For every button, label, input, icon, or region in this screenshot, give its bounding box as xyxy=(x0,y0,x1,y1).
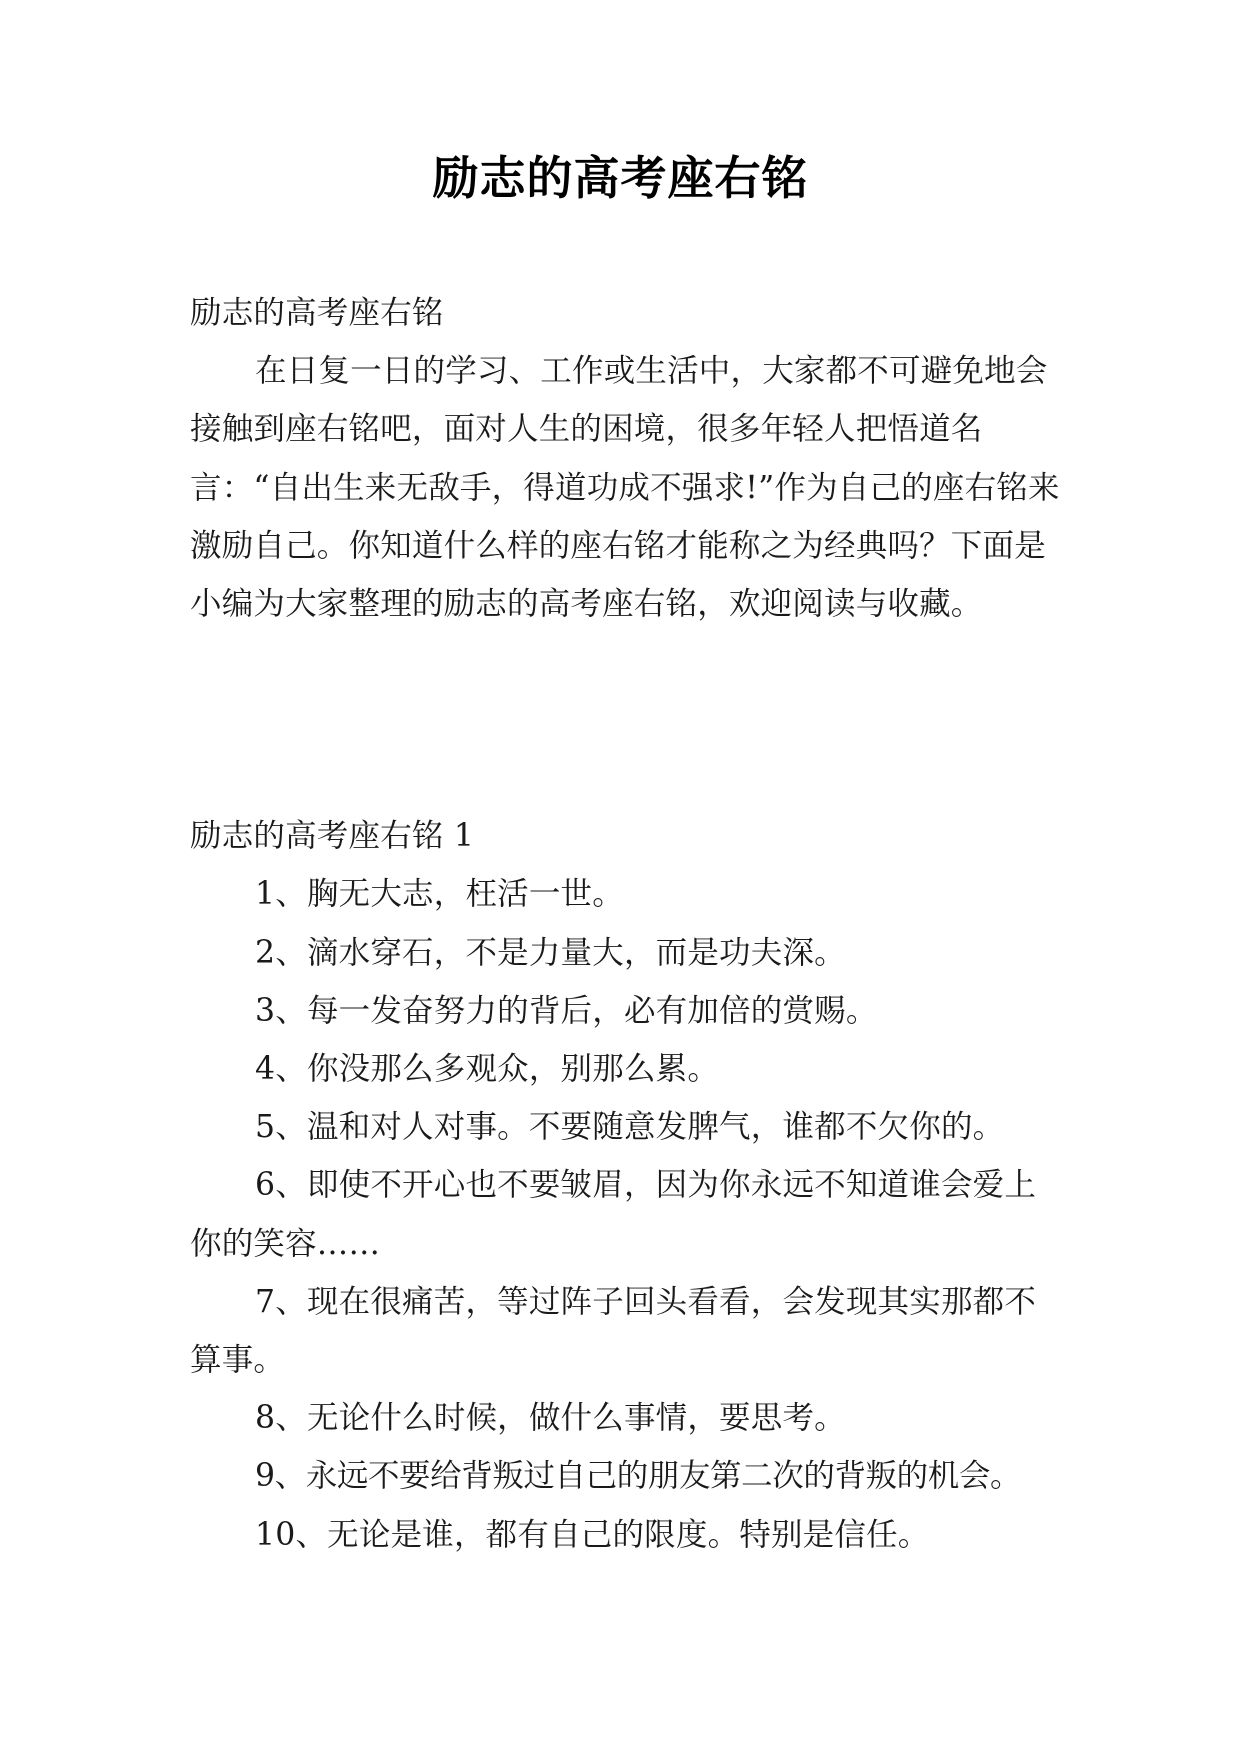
motto-item: 4、你没那么多观众，别那么累。 xyxy=(255,1051,720,1088)
intro-paragraph: 在日复一日的学习、工作或生活中，大家都不可避免地会接触到座右铭吧，面对人生的困境，很多年轻人把悟道名言：“自出生来无敌手，得道功成不强求!”作为自己的座右铭来激励自己。你知道什么样的座右铭才能称之为经典吗？下面是小编为大家整理的励志的高考座右铭，欢迎阅读与收藏。 xyxy=(190,353,1060,623)
motto-item: 6、即使不开心也不要皱眉，因为你永远不知道谁会爱上你的笑容…… xyxy=(190,1167,1037,1262)
section-spacer xyxy=(190,633,1060,807)
motto-item: 5、温和对人对事。不要随意发脾气，谁都不欠你的。 xyxy=(255,1109,1005,1146)
document-subtitle: 励志的高考座右铭 xyxy=(190,295,444,331)
motto-item: 1、胸无大志，枉活一世。 xyxy=(255,876,624,913)
motto-item: 2、滴水穿石，不是力量大，而是功夫深。 xyxy=(255,934,846,971)
document-body xyxy=(190,284,1060,1564)
motto-item: 10、无论是谁，都有自己的限度。特别是信任。 xyxy=(255,1516,930,1553)
document-title: 励志的高考座右铭 xyxy=(432,151,809,205)
motto-item: 8、无论什么时候，做什么事情，要思考。 xyxy=(255,1400,846,1437)
motto-item: 9、永远不要给背叛过自己的朋友第二次的背叛的机会。 xyxy=(255,1458,1022,1495)
motto-item: 7、现在很痛苦，等过阵子回头看看，会发现其实那都不算事。 xyxy=(190,1283,1037,1379)
section-heading: 励志的高考座右铭 1 xyxy=(190,818,475,855)
motto-item: 3、每一发奋努力的背后，必有加倍的赏赐。 xyxy=(255,992,878,1029)
